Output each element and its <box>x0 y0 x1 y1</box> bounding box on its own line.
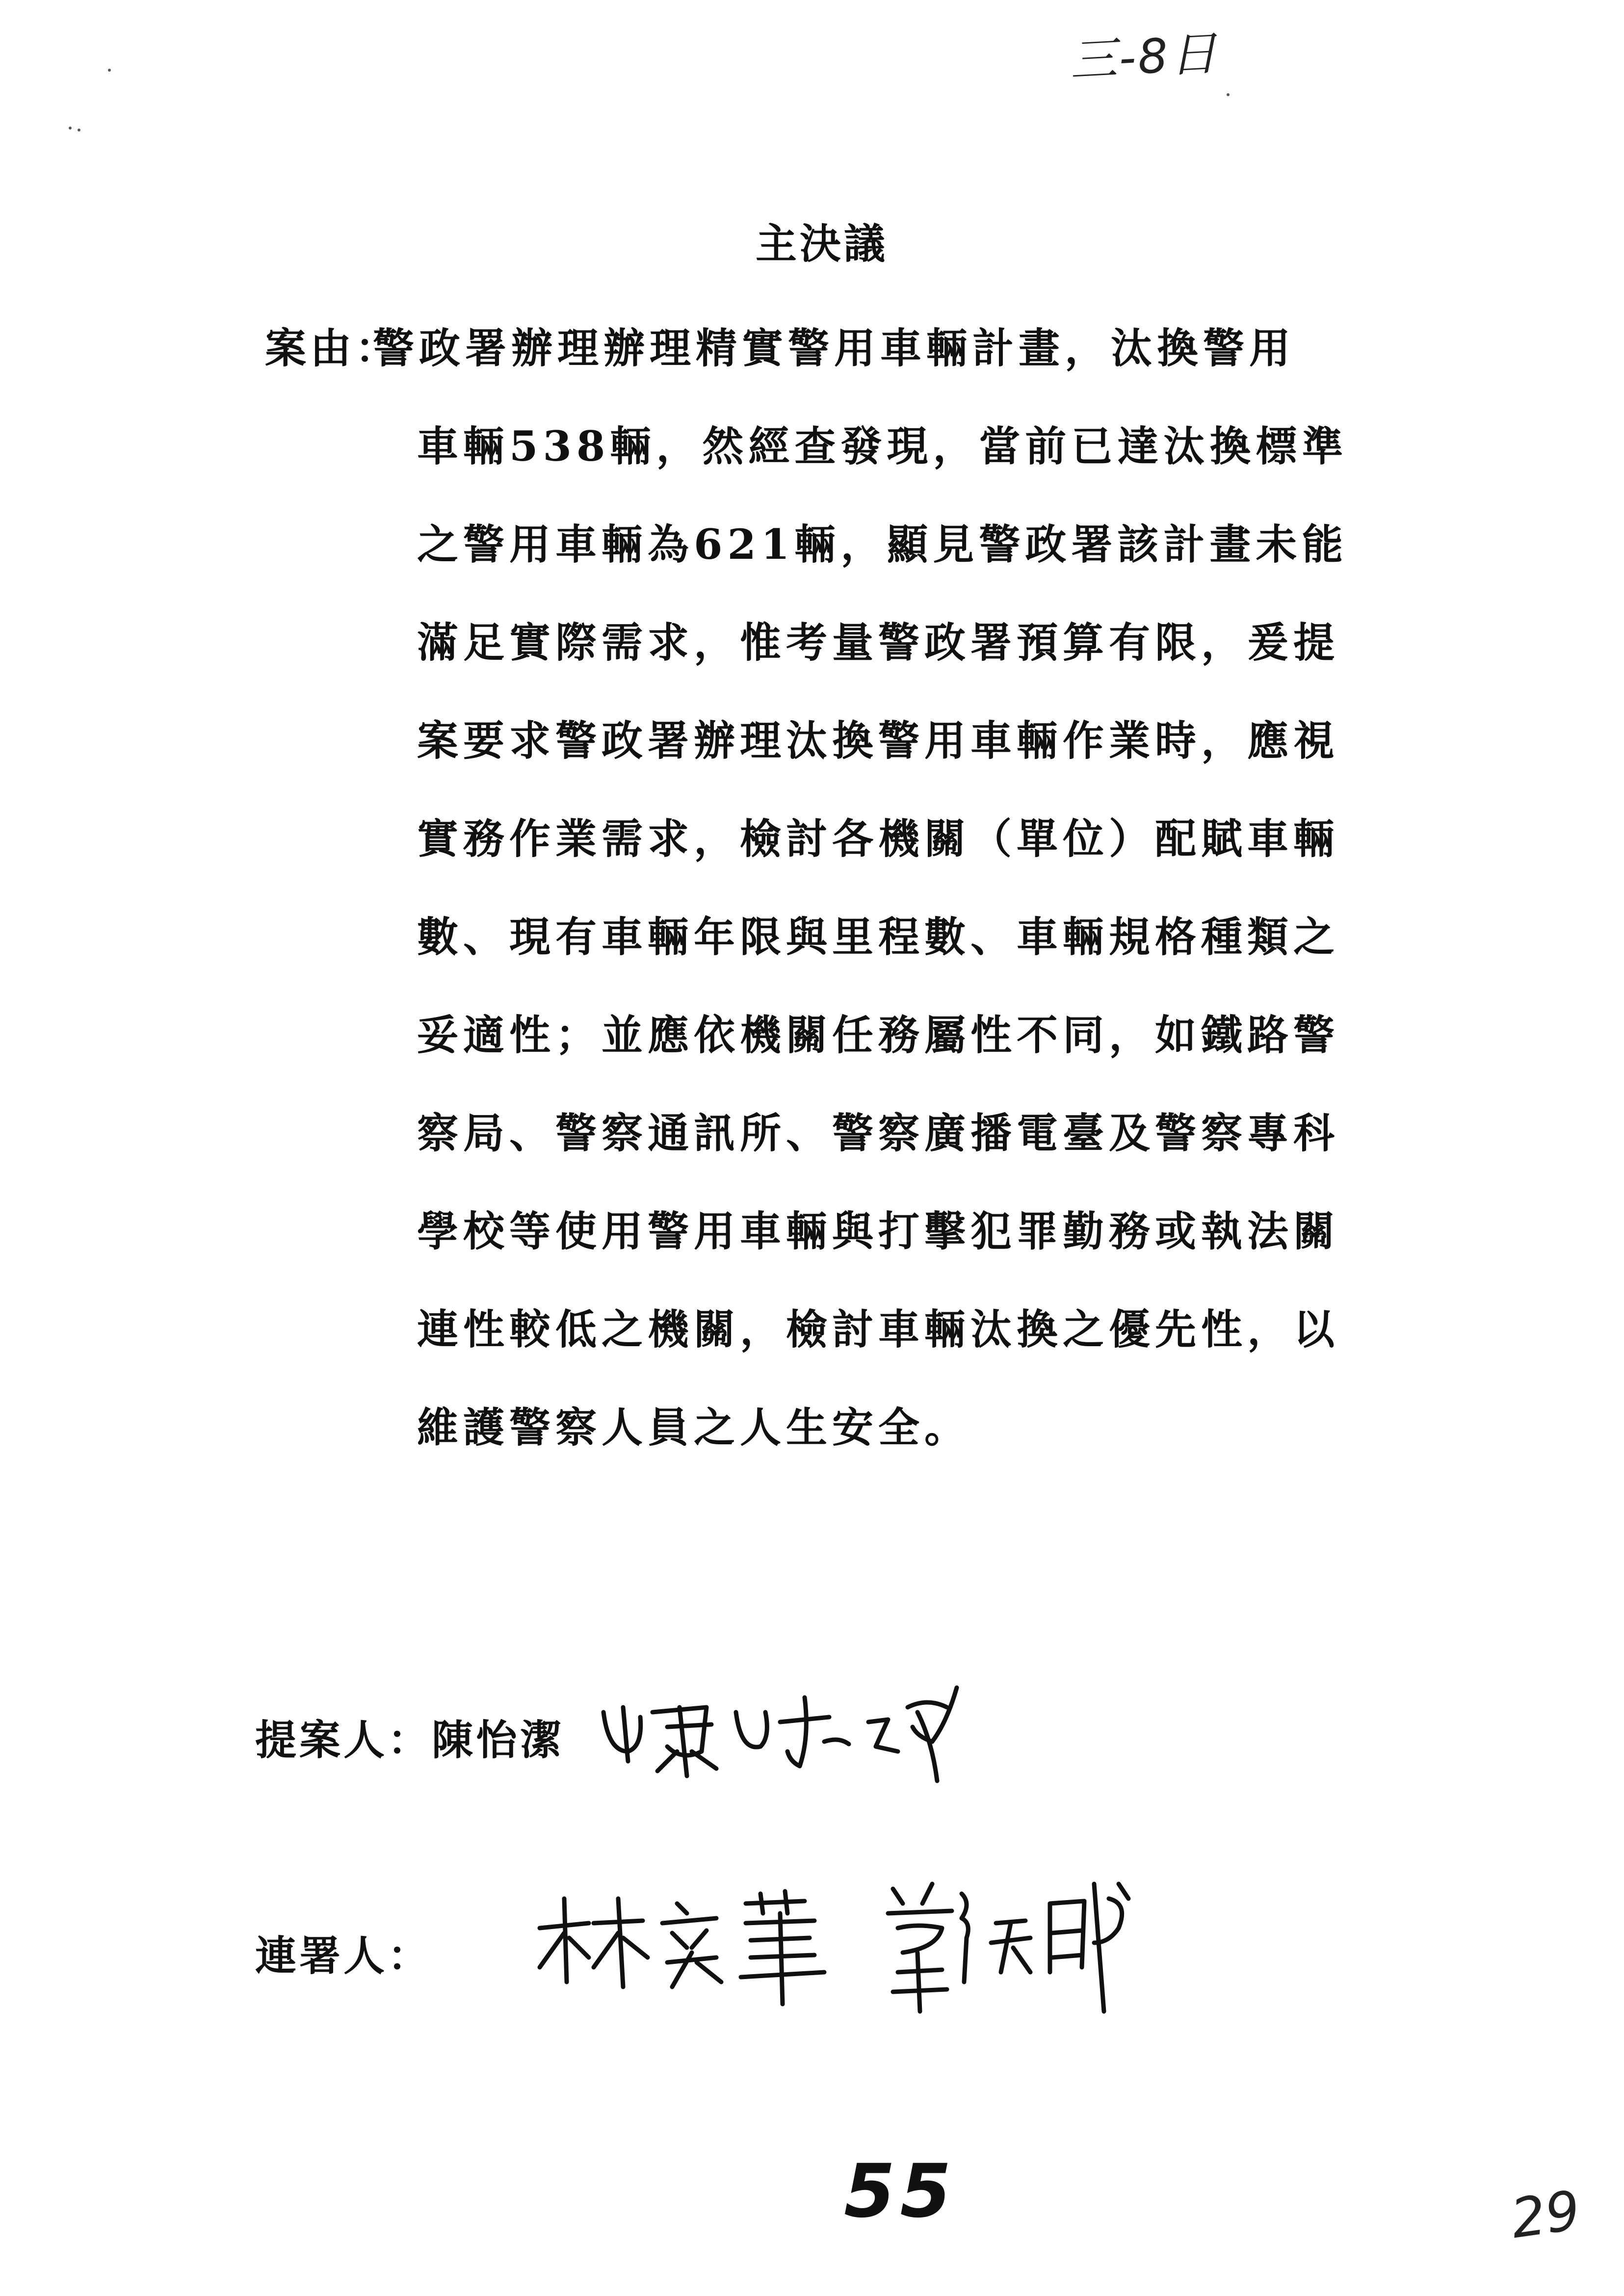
motion-label: 案由： <box>265 324 401 372</box>
motion-line: 之警用車輛為621輛，顯見警政署該計畫未能 <box>417 520 1348 569</box>
motion-line: 維護警察人員之人生安全。 <box>417 1403 971 1452</box>
motion-line: 察局、警察通訊所、警察廣播電臺及警察專科 <box>417 1109 1340 1157</box>
motion-line: 案要求警政署辦理汰換警用車輛作業時，應視 <box>417 716 1340 765</box>
motion-line: 連性較低之機關，檢討車輛汰換之優先性，以 <box>417 1305 1340 1354</box>
proposer-signature <box>594 1678 996 1796</box>
motion-body <box>373 299 1408 1477</box>
cosigner-signature-2 <box>873 1874 1148 2031</box>
motion-line: 車輛538輛，然經查發現，當前已達汰換標準 <box>417 422 1348 470</box>
motion-line: 實務作業需求，檢討各機關（單位）配賦車輛 <box>417 814 1340 863</box>
scan-speck <box>78 129 80 131</box>
handwritten-note: 三-8日 <box>1068 26 1220 88</box>
handwritten-signature-icon <box>530 1884 854 2011</box>
scan-speck <box>108 69 111 72</box>
scan-speck <box>69 127 72 130</box>
scan-speck <box>1227 93 1230 96</box>
document-title: 主決議 <box>755 219 888 268</box>
handwritten-signature-icon <box>873 1874 1148 2021</box>
handwritten-signature-icon <box>594 1678 996 1786</box>
cosigner-row <box>255 1874 1148 2031</box>
cosigner-label: 連署人： <box>255 1931 432 1980</box>
page-number: 55 <box>844 2149 956 2234</box>
motion-line: 數、現有車輛年限與里程數、車輛規格種類之 <box>417 913 1340 961</box>
proposer-label: 提案人： <box>255 1715 432 1764</box>
corner-number: 29 <box>1507 2178 1584 2251</box>
proposer-row <box>255 1678 996 1796</box>
motion-line: 妥適性；並應依機關任務屬性不同，如鐵路警 <box>417 1011 1340 1059</box>
cosigner-signature-1 <box>530 1884 854 2021</box>
motion-line: 學校等使用警用車輛與打擊犯罪勤務或執法關 <box>417 1207 1340 1255</box>
motion-line: 滿足實際需求，惟考量警政署預算有限，爰提 <box>417 618 1340 667</box>
motion-line: 警政署辦理辦理精實警用車輛計畫，汰換警用 <box>373 324 1296 372</box>
proposer-name: 陳怡潔 <box>432 1715 565 1764</box>
